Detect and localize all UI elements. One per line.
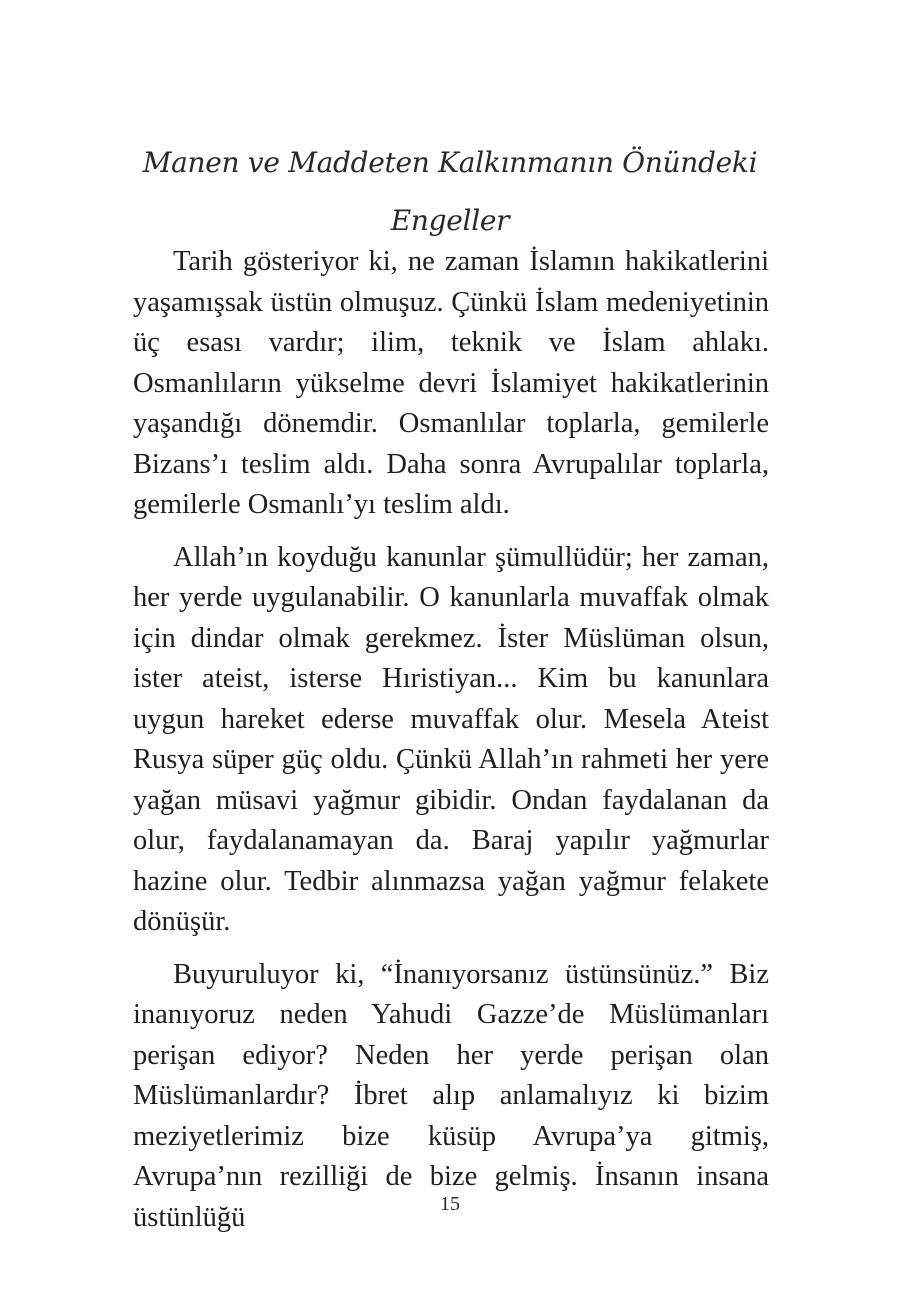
paragraph-1: Tarih gösteriyor ki, ne zaman İslamın hakikatlerini yaşamışsak üstün olmuşuz. Çünkü İslam medeniyetinin üç esası vardır; ilim, teknik ve İslam ahlakı. Osmanlıların yükselme devri İslamiyet hakikatlerinin yaşandığı dönemdir. Osmanlılar toplarla, gemilerle Bizans’ı teslim aldı. Daha sonra Avrupalılar toplarla, gemilerle Osmanlı’yı teslim aldı. xyxy=(133,246,769,520)
section-heading xyxy=(120,134,780,250)
paragraph-2: Allah’ın koyduğu kanunlar şümullüdür; her zaman, her yerde uygulanabilir. O kanunlarla muvaffak olmak için dindar olmak gerekmez. İster Müslüman olsun, ister ateist, isterse Hıristiyan... Kim bu kanunlara uygun hareket ederse muvaffak olur. Mesela Ateist Rusya süper güç oldu. Çünkü Allah’ın rahmeti her yere yağan müsavi yağmur gibidir. Ondan faydalanan da olur, faydalanamayan da. Baraj yapılır yağmurlar hazine olur. Tedbir alınmazsa yağan yağmur felakete dönüşür. xyxy=(133,541,769,937)
paragraph-3: Buyuruluyor ki, “İnanıyorsanız üstünsünüz.” Biz inanıyoruz neden Yahudi Gazze’de Müslümanları perişan ediyor? Neden her yerde perişan olan Müslümanlardır? İbret alıp anlamalıyız ki bizim meziyetlerimiz bize küsüp Avrupa’ya gitmiş, Avrupa’nın rezilliği de bize gelmiş. İnsanın insana üstünlüğü xyxy=(133,958,769,1233)
section-heading-line-2: Engeller xyxy=(390,204,510,237)
section-heading-line-1: Manen ve Maddeten Kalkınmanın Önündeki xyxy=(142,146,758,179)
body-text xyxy=(133,242,769,1250)
page-number: 15 xyxy=(440,1193,460,1215)
